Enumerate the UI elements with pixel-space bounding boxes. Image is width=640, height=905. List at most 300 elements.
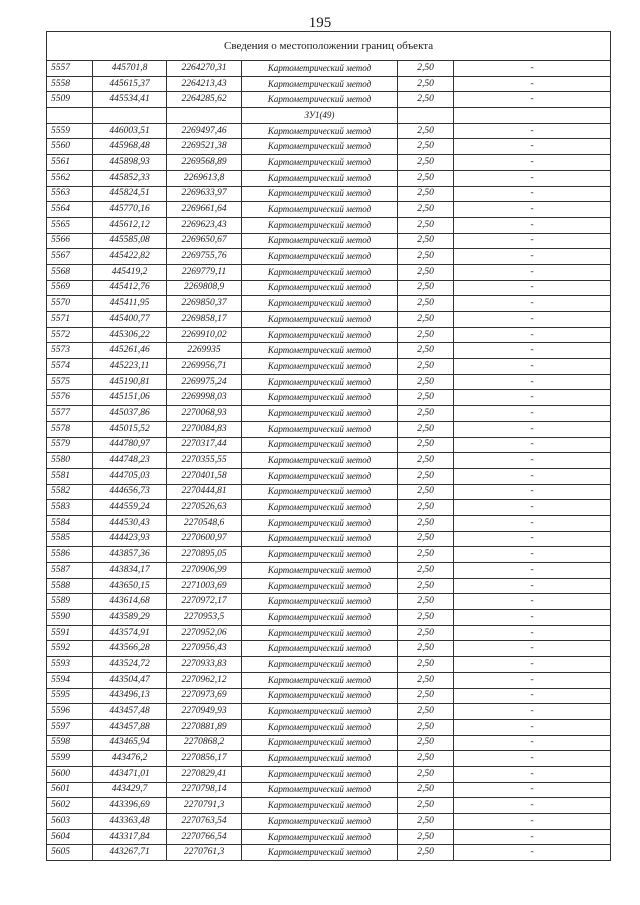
coord-x-cell: 444780,97 [93,437,167,453]
coord-y-cell: 2270548,6 [167,515,242,531]
page-number: 195 [308,15,332,31]
accuracy-cell: 2,50 [398,625,454,641]
method-cell: Картометрический метод [242,610,398,626]
coord-y-cell: 2269850,37 [167,296,242,312]
coord-x-cell: 443465,94 [93,735,167,751]
table-row [47,751,611,767]
point-number-cell: 5588 [47,578,93,594]
coord-y-cell: 2270956,43 [167,641,242,657]
table-row [47,468,611,484]
table-row [47,76,611,92]
coord-y-cell: 2270933,83 [167,657,242,673]
accuracy-cell: 2,50 [398,139,454,155]
description-cell: - [454,296,611,312]
description-cell: - [454,814,611,830]
method-cell: Картометрический метод [242,672,398,688]
description-cell: - [454,233,611,249]
coord-y-cell: 2270798,14 [167,782,242,798]
point-number-cell: 5557 [47,61,93,77]
description-cell: - [454,61,611,77]
point-number-cell: 5572 [47,327,93,343]
coord-y-cell: 2270856,17 [167,751,242,767]
method-cell: Картометрический метод [242,547,398,563]
point-number-cell: 5562 [47,170,93,186]
coord-y-cell: 2269613,8 [167,170,242,186]
table-row [47,798,611,814]
coord-x-cell: 445615,37 [93,76,167,92]
accuracy-cell: 2,50 [398,202,454,218]
point-number-cell: 5590 [47,610,93,626]
accuracy-cell: 2,50 [398,374,454,390]
method-cell: Картометрический метод [242,515,398,531]
description-cell: - [454,688,611,704]
description-cell: - [454,249,611,265]
table-title-row [47,32,611,61]
coord-x-cell: 443429,7 [93,782,167,798]
coord-y-cell: 2270761,3 [167,845,242,861]
coord-y-cell: 2270949,93 [167,704,242,720]
method-cell: Картометрический метод [242,814,398,830]
coord-y-cell: 2270973,69 [167,688,242,704]
accuracy-cell: 2,50 [398,688,454,704]
accuracy-cell: 2,50 [398,437,454,453]
point-number-cell: 5599 [47,751,93,767]
description-cell: - [454,751,611,767]
description-cell: - [454,139,611,155]
table-row [47,704,611,720]
method-cell: Картометрический метод [242,766,398,782]
point-number-cell: 5581 [47,468,93,484]
method-cell: Картометрический метод [242,782,398,798]
accuracy-cell: 2,50 [398,547,454,563]
point-number-cell: 5595 [47,688,93,704]
table-row [47,92,611,108]
coord-y-cell: 2269633,97 [167,186,242,202]
table-row [47,531,611,547]
coord-y-cell: 2270953,5 [167,610,242,626]
point-number-cell: 5585 [47,531,93,547]
coord-x-cell: 443589,29 [93,610,167,626]
coord-y-cell: 2270791,3 [167,798,242,814]
table-row [47,280,611,296]
group-cell-empty [398,108,454,124]
accuracy-cell: 2,50 [398,829,454,845]
coord-x-cell: 443614,68 [93,594,167,610]
point-number-cell: 5604 [47,829,93,845]
accuracy-cell: 2,50 [398,657,454,673]
coord-y-cell: 2270868,2 [167,735,242,751]
method-cell: Картометрический метод [242,578,398,594]
coord-y-cell: 2264270,31 [167,61,242,77]
method-cell: Картометрический метод [242,500,398,516]
coord-x-cell: 443496,13 [93,688,167,704]
coord-x-cell: 443650,15 [93,578,167,594]
point-number-cell: 5596 [47,704,93,720]
method-cell: Картометрический метод [242,688,398,704]
description-cell: - [454,280,611,296]
description-cell: - [454,594,611,610]
coord-y-cell: 2270068,93 [167,406,242,422]
table-row [47,719,611,735]
coord-x-cell: 444559,24 [93,500,167,516]
point-number-cell: 5570 [47,296,93,312]
coord-y-cell: 2269497,46 [167,123,242,139]
method-cell: Картометрический метод [242,233,398,249]
table-row [47,264,611,280]
table-row [47,202,611,218]
accuracy-cell: 2,50 [398,296,454,312]
accuracy-cell: 2,50 [398,186,454,202]
coord-x-cell: 445151,06 [93,390,167,406]
accuracy-cell: 2,50 [398,578,454,594]
group-cell-empty [454,108,611,124]
description-cell: - [454,578,611,594]
coord-x-cell: 446003,51 [93,123,167,139]
point-number-cell: 5568 [47,264,93,280]
table-row [47,421,611,437]
accuracy-cell: 2,50 [398,359,454,375]
table-row [47,170,611,186]
table-row [47,515,611,531]
table-row [47,547,611,563]
coord-x-cell: 444656,73 [93,484,167,500]
accuracy-cell: 2,50 [398,264,454,280]
description-cell: - [454,421,611,437]
group-cell-empty [93,108,167,124]
point-number-cell: 5584 [47,515,93,531]
point-number-cell: 5582 [47,484,93,500]
table-row [47,155,611,171]
description-cell: - [454,766,611,782]
point-number-cell: 5597 [47,719,93,735]
accuracy-cell: 2,50 [398,217,454,233]
description-cell: - [454,202,611,218]
description-cell: - [454,829,611,845]
description-cell: - [454,359,611,375]
method-cell: Картометрический метод [242,437,398,453]
method-cell: Картометрический метод [242,374,398,390]
method-cell: Картометрический метод [242,625,398,641]
accuracy-cell: 2,50 [398,735,454,751]
coord-y-cell: 2269521,38 [167,139,242,155]
coord-x-cell: 445824,51 [93,186,167,202]
accuracy-cell: 2,50 [398,719,454,735]
point-number-cell: 5561 [47,155,93,171]
table-row [47,453,611,469]
coord-y-cell: 2270906,99 [167,563,242,579]
description-cell: - [454,170,611,186]
method-cell: Картометрический метод [242,390,398,406]
method-cell: Картометрический метод [242,186,398,202]
accuracy-cell: 2,50 [398,751,454,767]
accuracy-cell: 2,50 [398,327,454,343]
point-number-cell: 5591 [47,625,93,641]
coord-y-cell: 2270972,17 [167,594,242,610]
method-cell: Картометрический метод [242,170,398,186]
accuracy-cell: 2,50 [398,170,454,186]
method-cell: Картометрический метод [242,735,398,751]
coord-y-cell: 2270600,97 [167,531,242,547]
point-number-cell: 5579 [47,437,93,453]
accuracy-cell: 2,50 [398,814,454,830]
description-cell: - [454,563,611,579]
method-cell: Картометрический метод [242,249,398,265]
point-number-cell: 5573 [47,343,93,359]
accuracy-cell: 2,50 [398,500,454,516]
description-cell: - [454,327,611,343]
description-cell: - [454,374,611,390]
point-number-cell: 5580 [47,453,93,469]
coord-x-cell: 443857,36 [93,547,167,563]
table-row [47,845,611,861]
point-number-cell: 5603 [47,814,93,830]
table-row [47,641,611,657]
coord-y-cell: 2269650,67 [167,233,242,249]
point-number-cell: 5558 [47,76,93,92]
coord-y-cell: 2269808,9 [167,280,242,296]
accuracy-cell: 2,50 [398,766,454,782]
description-cell: - [454,155,611,171]
coord-y-cell: 2269661,64 [167,202,242,218]
description-cell: - [454,186,611,202]
point-number-cell: 5574 [47,359,93,375]
description-cell: - [454,547,611,563]
method-cell: Картометрический метод [242,406,398,422]
point-number-cell: 5598 [47,735,93,751]
description-cell: - [454,437,611,453]
point-number-cell: 5593 [47,657,93,673]
method-cell: Картометрический метод [242,484,398,500]
point-number-cell: 5560 [47,139,93,155]
group-row [47,108,611,124]
method-cell: Картометрический метод [242,202,398,218]
description-cell: - [454,610,611,626]
table-row [47,829,611,845]
coord-y-cell: 2269975,24 [167,374,242,390]
coord-y-cell: 2270962,12 [167,672,242,688]
coord-y-cell: 2270766,54 [167,829,242,845]
coord-y-cell: 2269956,71 [167,359,242,375]
accuracy-cell: 2,50 [398,92,454,108]
description-cell: - [454,515,611,531]
coord-x-cell: 445770,16 [93,202,167,218]
coord-x-cell: 443476,2 [93,751,167,767]
coord-y-cell: 2264213,43 [167,76,242,92]
coord-x-cell: 445852,33 [93,170,167,186]
accuracy-cell: 2,50 [398,704,454,720]
coord-x-cell: 445306,22 [93,327,167,343]
point-number-cell: 5575 [47,374,93,390]
coord-y-cell: 2271003,69 [167,578,242,594]
point-number-cell: 5601 [47,782,93,798]
method-cell: Картометрический метод [242,327,398,343]
coord-y-cell: 2269568,89 [167,155,242,171]
coord-x-cell: 445411,95 [93,296,167,312]
method-cell: Картометрический метод [242,594,398,610]
coord-x-cell: 445037,86 [93,406,167,422]
point-number-cell: 5571 [47,312,93,328]
table-row [47,500,611,516]
coord-x-cell: 443457,48 [93,704,167,720]
method-cell: Картометрический метод [242,264,398,280]
method-cell: Картометрический метод [242,61,398,77]
accuracy-cell: 2,50 [398,672,454,688]
coord-x-cell: 443267,71 [93,845,167,861]
table-row [47,625,611,641]
table-row [47,139,611,155]
boundary-coordinates-table [46,31,611,861]
point-number-cell: 5577 [47,406,93,422]
table-row [47,374,611,390]
point-number-cell: 5566 [47,233,93,249]
description-cell: - [454,798,611,814]
point-number-cell: 5569 [47,280,93,296]
description-cell: - [454,217,611,233]
coord-y-cell: 2269998,03 [167,390,242,406]
point-number-cell: 5594 [47,672,93,688]
point-number-cell: 5602 [47,798,93,814]
accuracy-cell: 2,50 [398,406,454,422]
description-cell: - [454,735,611,751]
description-cell: - [454,641,611,657]
table-row [47,233,611,249]
table-row [47,610,611,626]
coord-y-cell: 2270763,54 [167,814,242,830]
accuracy-cell: 2,50 [398,641,454,657]
description-cell: - [454,719,611,735]
coord-x-cell: 445701,8 [93,61,167,77]
accuracy-cell: 2,50 [398,594,454,610]
method-cell: Картометрический метод [242,704,398,720]
coord-y-cell: 2270526,63 [167,500,242,516]
description-cell: - [454,484,611,500]
coord-y-cell: 2264285,62 [167,92,242,108]
point-number-cell: 5564 [47,202,93,218]
accuracy-cell: 2,50 [398,515,454,531]
table-row [47,327,611,343]
table-title: Сведения о местоположении границ объекта [47,32,611,61]
coord-y-cell: 2269858,17 [167,312,242,328]
description-cell: - [454,845,611,861]
coord-y-cell: 2270355,55 [167,453,242,469]
accuracy-cell: 2,50 [398,468,454,484]
coord-x-cell: 444530,43 [93,515,167,531]
description-cell: - [454,704,611,720]
table-row [47,766,611,782]
method-cell: Картометрический метод [242,719,398,735]
point-number-cell: 5592 [47,641,93,657]
accuracy-cell: 2,50 [398,798,454,814]
table-row [47,484,611,500]
accuracy-cell: 2,50 [398,155,454,171]
table-row [47,61,611,77]
coord-x-cell: 444705,03 [93,468,167,484]
coord-x-cell: 443574,91 [93,625,167,641]
accuracy-cell: 2,50 [398,343,454,359]
coord-x-cell: 443504,47 [93,672,167,688]
method-cell: Картометрический метод [242,92,398,108]
coord-y-cell: 2270444,81 [167,484,242,500]
point-number-cell: 5587 [47,563,93,579]
description-cell: - [454,343,611,359]
description-cell: - [454,264,611,280]
coord-x-cell: 445190,81 [93,374,167,390]
description-cell: - [454,531,611,547]
coord-x-cell: 443471,01 [93,766,167,782]
accuracy-cell: 2,50 [398,484,454,500]
method-cell: Картометрический метод [242,359,398,375]
table-row [47,296,611,312]
group-cell-empty [167,108,242,124]
table-row [47,217,611,233]
table-row [47,186,611,202]
coord-y-cell: 2269623,43 [167,217,242,233]
table-row [47,437,611,453]
method-cell: Картометрический метод [242,453,398,469]
table-row [47,735,611,751]
coord-x-cell: 445422,82 [93,249,167,265]
accuracy-cell: 2,50 [398,280,454,296]
description-cell: - [454,123,611,139]
method-cell: Картометрический метод [242,845,398,861]
method-cell: Картометрический метод [242,563,398,579]
method-cell: Картометрический метод [242,798,398,814]
coord-x-cell: 443524,72 [93,657,167,673]
coord-x-cell: 445534,41 [93,92,167,108]
table-row [47,688,611,704]
description-cell: - [454,453,611,469]
description-cell: - [454,782,611,798]
accuracy-cell: 2,50 [398,76,454,92]
description-cell: - [454,390,611,406]
coord-y-cell: 2270829,41 [167,766,242,782]
group-label: ЗУ1(49) [242,108,398,124]
accuracy-cell: 2,50 [398,563,454,579]
description-cell: - [454,625,611,641]
description-cell: - [454,672,611,688]
coord-x-cell: 444748,23 [93,453,167,469]
coord-x-cell: 445898,93 [93,155,167,171]
accuracy-cell: 2,50 [398,123,454,139]
accuracy-cell: 2,50 [398,61,454,77]
coord-x-cell: 443363,48 [93,814,167,830]
method-cell: Картометрический метод [242,123,398,139]
table-row [47,406,611,422]
coord-y-cell: 2270881,89 [167,719,242,735]
point-number-cell: 5605 [47,845,93,861]
coord-x-cell: 445223,11 [93,359,167,375]
method-cell: Картометрический метод [242,280,398,296]
point-number-cell: 5583 [47,500,93,516]
table-row [47,782,611,798]
point-number-cell: 5559 [47,123,93,139]
table-row [47,672,611,688]
method-cell: Картометрический метод [242,343,398,359]
method-cell: Картометрический метод [242,76,398,92]
table-row [47,563,611,579]
accuracy-cell: 2,50 [398,610,454,626]
method-cell: Картометрический метод [242,468,398,484]
coord-x-cell: 443834,17 [93,563,167,579]
table-row [47,123,611,139]
accuracy-cell: 2,50 [398,453,454,469]
accuracy-cell: 2,50 [398,845,454,861]
coord-x-cell: 445612,12 [93,217,167,233]
coord-x-cell: 445585,08 [93,233,167,249]
coord-x-cell: 445400,77 [93,312,167,328]
accuracy-cell: 2,50 [398,390,454,406]
table-row [47,249,611,265]
